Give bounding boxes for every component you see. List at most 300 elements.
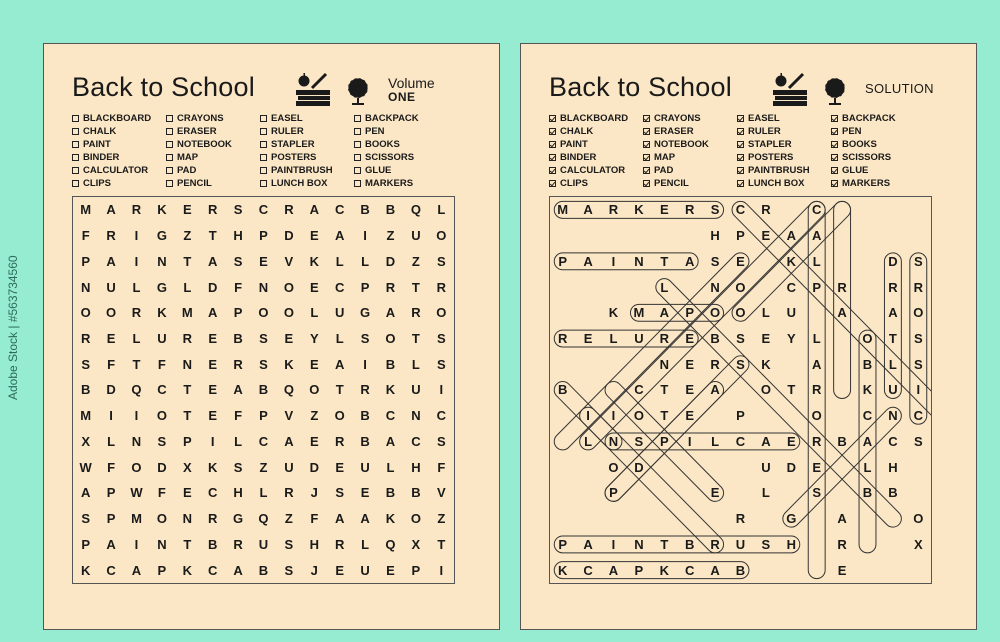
grid-letter: I [611, 536, 616, 552]
grid-letter: E [710, 485, 720, 501]
grid-letter: E [259, 253, 268, 269]
grid-letter: Z [259, 459, 268, 475]
grid-letter: A [583, 202, 593, 218]
grid-letter: B [862, 356, 873, 372]
grid-letter: A [837, 511, 847, 527]
grid-letter [855, 223, 880, 249]
word-label: CHALK [560, 126, 594, 137]
grid-letter: A [334, 511, 345, 527]
grid-letter: D [385, 253, 396, 269]
grid-letter: R [334, 536, 345, 552]
word-list-item [166, 151, 260, 164]
grid-letter [829, 223, 854, 249]
grid-letter [575, 300, 600, 326]
grid-letter: I [586, 408, 590, 424]
grid-letter: L [132, 279, 141, 295]
checkbox-icon [354, 167, 361, 174]
solution-title: Back to School [549, 72, 732, 102]
grid-letter: H [309, 536, 319, 552]
word-label: ERASER [177, 126, 217, 137]
grid-letter [550, 403, 575, 429]
grid-letter: O [385, 331, 396, 347]
grid-letter: M [80, 202, 92, 218]
grid-letter: C [207, 562, 218, 578]
word-list-item [260, 164, 354, 177]
grid-letter: R [888, 279, 898, 295]
grid-letter: N [411, 408, 421, 424]
grid-letter: R [811, 382, 822, 398]
grid-letter: P [736, 408, 745, 424]
grid-letter: E [106, 331, 116, 347]
grid-letter: C [735, 202, 746, 218]
checkbox-icon [643, 167, 650, 174]
grid-letter: A [207, 253, 218, 269]
grid-letter: L [609, 331, 618, 347]
grid-letter: Y [309, 331, 319, 347]
grid-letter: F [157, 485, 166, 501]
grid-letter: L [361, 253, 370, 269]
grid-letter: B [385, 356, 396, 372]
grid-letter: O [410, 511, 421, 527]
grid-letter: N [157, 253, 167, 269]
grid-letter: P [558, 536, 568, 552]
grid-letter: Q [283, 382, 294, 398]
grid-letter: R [684, 202, 695, 218]
grid-letter: S [634, 433, 644, 449]
grid-letter: A [659, 305, 669, 321]
grid-letter: N [659, 356, 669, 372]
grid-letter: S [81, 511, 91, 527]
grid-letter: R [811, 433, 822, 449]
grid-letter: P [259, 408, 268, 424]
grid-letter: H [233, 485, 243, 501]
word-list-item [354, 112, 448, 125]
checkbox-icon [737, 141, 744, 148]
grid-letter: I [134, 253, 139, 269]
checkbox-icon [166, 128, 173, 135]
grid-letter [779, 197, 804, 223]
grid-letter: S [436, 253, 446, 269]
grid-letter: B [684, 536, 695, 552]
grid-letter: R [233, 536, 243, 552]
grid-letter: B [360, 202, 370, 218]
grid-letter: D [888, 253, 898, 269]
word-list-item [831, 138, 925, 151]
grid-letter [906, 557, 931, 583]
grid-letter: C [436, 408, 446, 424]
grid-letter: K [862, 382, 873, 398]
grid-letter: P [259, 228, 268, 244]
grid-letter: U [411, 382, 421, 398]
grid-letter [550, 223, 575, 249]
word-label: PAD [654, 165, 674, 176]
grid-letter: F [234, 279, 243, 295]
grid-letter: T [437, 536, 446, 552]
grid-letter [829, 351, 854, 377]
grid-letter: E [685, 331, 695, 347]
grid-letter: F [310, 511, 319, 527]
grid-letter: L [812, 253, 821, 269]
grid-letter: O [309, 382, 320, 398]
grid-letter: O [608, 459, 619, 475]
grid-letter: U [360, 562, 370, 578]
word-list-item [549, 138, 643, 151]
grid-letter: Q [258, 511, 269, 527]
grid-letter: S [335, 485, 345, 501]
grid-letter: Q [410, 202, 421, 218]
word-list-item [72, 151, 166, 164]
word-label: CLIPS [560, 178, 588, 189]
checkbox-icon [549, 141, 556, 148]
grid-letter: C [888, 433, 898, 449]
checkbox-icon [549, 180, 556, 187]
grid-letter: K [608, 305, 619, 321]
checkbox-icon [737, 154, 744, 161]
grid-letter [677, 506, 702, 532]
grid-letter [804, 300, 829, 326]
grid-letter: T [660, 408, 669, 424]
grid-letter: X [411, 536, 421, 552]
grid-letter: A [583, 536, 593, 552]
grid-letter [829, 197, 854, 223]
checkbox-icon [354, 141, 361, 148]
grid-letter: P [609, 485, 618, 501]
grid-letter: R [131, 305, 142, 321]
grid-letter: O [106, 305, 117, 321]
grid-letter: B [385, 485, 396, 501]
grid-letter: C [811, 202, 822, 218]
grid-letter: L [411, 356, 420, 372]
grid-letter: L [761, 485, 770, 501]
word-list-item [549, 164, 643, 177]
grid-letter [601, 274, 626, 300]
grid-letter: B [735, 562, 746, 578]
grid-letter: B [385, 202, 396, 218]
grid-letter: U [634, 331, 644, 347]
grid-letter: E [182, 202, 192, 218]
grid-letter [702, 454, 727, 480]
word-label: BINDER [560, 152, 597, 163]
checkbox-icon [643, 141, 650, 148]
grid-letter: P [106, 511, 116, 527]
checkbox-icon [643, 154, 650, 161]
grid-letter: T [411, 331, 420, 347]
grid-letter [753, 506, 778, 532]
grid-letter [575, 480, 600, 506]
grid-letter [728, 377, 753, 403]
word-label: GLUE [365, 165, 392, 176]
grid-letter: E [335, 459, 345, 475]
grid-letter: S [436, 331, 446, 347]
grid-letter: E [837, 562, 847, 578]
grid-letter [702, 506, 727, 532]
grid-letter: E [309, 433, 319, 449]
word-list-item [737, 177, 831, 190]
grid-letter: U [157, 331, 167, 347]
grid-letter [626, 274, 651, 300]
word-list-item [72, 177, 166, 190]
grid-letter [829, 480, 854, 506]
grid-letter: S [259, 331, 268, 347]
word-list-checked [549, 112, 959, 190]
grid-letter [906, 480, 931, 506]
word-label: MARKERS [842, 178, 891, 189]
grid-letter: E [182, 485, 192, 501]
grid-letter: I [363, 356, 367, 372]
grid-letter [804, 506, 829, 532]
grid-letter: E [761, 331, 771, 347]
grid-letter: E [208, 408, 218, 424]
word-list-item [643, 151, 737, 164]
word-label: PAINT [83, 139, 111, 150]
grid-letter: K [659, 562, 669, 578]
checkbox-icon [549, 115, 556, 122]
grid-letter [906, 454, 931, 480]
grid-letter: S [812, 485, 822, 501]
grid-letter: P [182, 433, 192, 449]
grid-letter: T [183, 408, 192, 424]
grid-letter: O [436, 305, 447, 321]
grid-letter: S [284, 536, 294, 552]
grid-letter [906, 223, 931, 249]
grid-letter: R [334, 433, 345, 449]
grid-letter: R [659, 331, 669, 347]
grid-letter: C [258, 433, 269, 449]
checkbox-icon [72, 167, 79, 174]
word-label: PENCIL [654, 178, 689, 189]
grid-letter: G [233, 511, 244, 527]
checkbox-icon [166, 167, 173, 174]
grid-letter [652, 480, 677, 506]
grid-letter [855, 506, 880, 532]
grid-letter [575, 506, 600, 532]
grid-letter: E [685, 382, 695, 398]
grid-letter: R [106, 228, 116, 244]
grid-letter: I [439, 382, 444, 398]
grid-letter [728, 480, 753, 506]
grid-letter: L [335, 331, 344, 347]
grid-letter: Z [183, 228, 192, 244]
grid-letter: N [258, 279, 269, 295]
grid-letter: N [710, 279, 720, 295]
grid-letter: E [208, 356, 218, 372]
grid-letter: Q [385, 536, 396, 552]
grid-letter: H [888, 459, 898, 475]
checkbox-icon [354, 115, 361, 122]
grid-letter: S [284, 562, 294, 578]
word-label: RULER [748, 126, 781, 137]
grid-letter [575, 223, 600, 249]
grid-letter [601, 377, 626, 403]
grid-letter: B [81, 382, 91, 398]
grid-letter: C [157, 382, 167, 398]
grid-letter [779, 403, 804, 429]
grid-letter: O [156, 511, 167, 527]
word-label: BACKPACK [842, 113, 896, 124]
word-list-item [549, 112, 643, 125]
word-label: RULER [271, 126, 304, 137]
grid-letter: S [736, 356, 745, 372]
grid-letter: O [811, 408, 822, 424]
letter-grid [72, 196, 455, 584]
grid-letter: S [233, 253, 243, 269]
grid-letter: E [335, 562, 345, 578]
grid-letter: T [660, 382, 669, 398]
grid-letter [880, 506, 905, 532]
grid-letter: A [233, 382, 243, 398]
grid-letter: C [786, 279, 796, 295]
grid-letter: R [608, 202, 619, 218]
grid-letter: S [913, 253, 923, 269]
solution-grid-cells [550, 197, 931, 583]
grid-letter: A [81, 485, 91, 501]
grid-letter: D [157, 459, 167, 475]
grid-letter: L [234, 433, 243, 449]
grid-letter [550, 274, 575, 300]
word-list-item [72, 164, 166, 177]
grid-letter [677, 223, 702, 249]
grid-letter: P [233, 305, 243, 321]
grid-letter: A [106, 202, 116, 218]
grid-letter [829, 248, 854, 274]
grid-letter [880, 223, 905, 249]
grid-letter: T [660, 536, 669, 552]
word-list-item [166, 138, 260, 151]
grid-letter [728, 454, 753, 480]
grid-letter: G [360, 305, 371, 321]
grid-letter: S [259, 356, 268, 372]
grid-letter: R [558, 331, 568, 347]
grid-letter: E [761, 228, 771, 244]
checkbox-icon [831, 141, 838, 148]
grid-letter [855, 532, 880, 558]
grid-letter [855, 248, 880, 274]
grid-letter: J [310, 562, 318, 578]
grid-letter: P [106, 485, 116, 501]
apple-icon [776, 73, 787, 87]
grid-letter: O [436, 228, 447, 244]
grid-letter [550, 480, 575, 506]
grid-letter: T [183, 382, 192, 398]
grid-letter: E [208, 382, 218, 398]
word-label: NOTEBOOK [177, 139, 232, 150]
grid-letter: R [131, 202, 142, 218]
grid-letter: O [334, 408, 345, 424]
word-list-item [737, 151, 831, 164]
grid-letter [779, 351, 804, 377]
checkbox-icon [166, 154, 173, 161]
grid-letter: D [207, 279, 218, 295]
word-list-item [354, 138, 448, 151]
word-label: BOOKS [842, 139, 877, 150]
grid-letter: N [608, 433, 619, 449]
grid-letter: C [258, 202, 269, 218]
word-list-item [260, 125, 354, 138]
grid-letter: S [360, 331, 370, 347]
grid-letter: A [862, 433, 873, 449]
word-label: MARKERS [365, 178, 414, 189]
grid-letter: E [736, 253, 745, 269]
word-label: BLACKBOARD [83, 113, 152, 124]
word-label: PAINT [560, 139, 588, 150]
word-label: SCISSORS [842, 152, 892, 163]
grid-letter: T [183, 536, 192, 552]
grid-letter: R [710, 536, 720, 552]
grid-letter: A [608, 562, 619, 578]
checkbox-icon [72, 115, 79, 122]
solution-grid [549, 196, 932, 584]
grid-letter: L [863, 459, 872, 475]
solution-label: SOLUTION [865, 81, 934, 96]
grid-letter: O [913, 511, 924, 527]
grid-letter: W [79, 459, 92, 475]
grid-letter: S [761, 536, 771, 552]
grid-letter: M [131, 511, 142, 527]
grid-letter: G [156, 279, 167, 295]
grid-letter: O [735, 279, 746, 295]
grid-letter: B [710, 331, 720, 347]
word-label: PAINTBRUSH [271, 165, 333, 176]
grid-letter: K [634, 202, 644, 218]
grid-letter: T [208, 228, 217, 244]
grid-letter [626, 480, 651, 506]
grid-letter: O [760, 382, 771, 398]
grid-letter: P [812, 279, 822, 295]
word-label: BOOKS [365, 139, 400, 150]
grid-letter: A [837, 305, 847, 321]
grid-letter: L [888, 356, 897, 372]
word-list-item [831, 164, 925, 177]
grid-letter: U [360, 459, 370, 475]
grid-letter [601, 351, 626, 377]
grid-letter: B [258, 562, 269, 578]
grid-letter: K [207, 459, 218, 475]
grid-letter: A [811, 356, 822, 372]
grid-letter: F [81, 228, 90, 244]
word-list-item [831, 177, 925, 190]
grid-letter: Q [131, 382, 142, 398]
word-label: NOTEBOOK [654, 139, 709, 150]
grid-letter: A [888, 305, 898, 321]
grid-letter: H [786, 536, 796, 552]
grid-letter: C [106, 562, 116, 578]
grid-letter: C [583, 562, 593, 578]
solution-page [520, 43, 977, 630]
grid-letter: U [888, 382, 898, 398]
puzzle-page [43, 43, 500, 630]
grid-letter: A [309, 202, 319, 218]
grid-letter: B [207, 536, 218, 552]
word-list-item [166, 112, 260, 125]
grid-letter: L [361, 536, 370, 552]
word-list-item [260, 151, 354, 164]
grid-letter [880, 532, 905, 558]
grid-letter: S [157, 433, 167, 449]
grid-letter: L [183, 279, 192, 295]
grid-letter: F [107, 356, 116, 372]
grid-letter: R [385, 279, 396, 295]
grid-letter: S [436, 433, 446, 449]
word-label: CALCULATOR [83, 165, 149, 176]
grid-letter: Z [310, 408, 319, 424]
grid-letter: E [786, 433, 796, 449]
grid-letter: A [761, 433, 771, 449]
grid-letter: M [557, 202, 569, 218]
grid-letter: K [157, 202, 167, 218]
grid-letter: K [761, 356, 771, 372]
grid-letter: I [439, 562, 444, 578]
checkbox-icon [260, 128, 267, 135]
